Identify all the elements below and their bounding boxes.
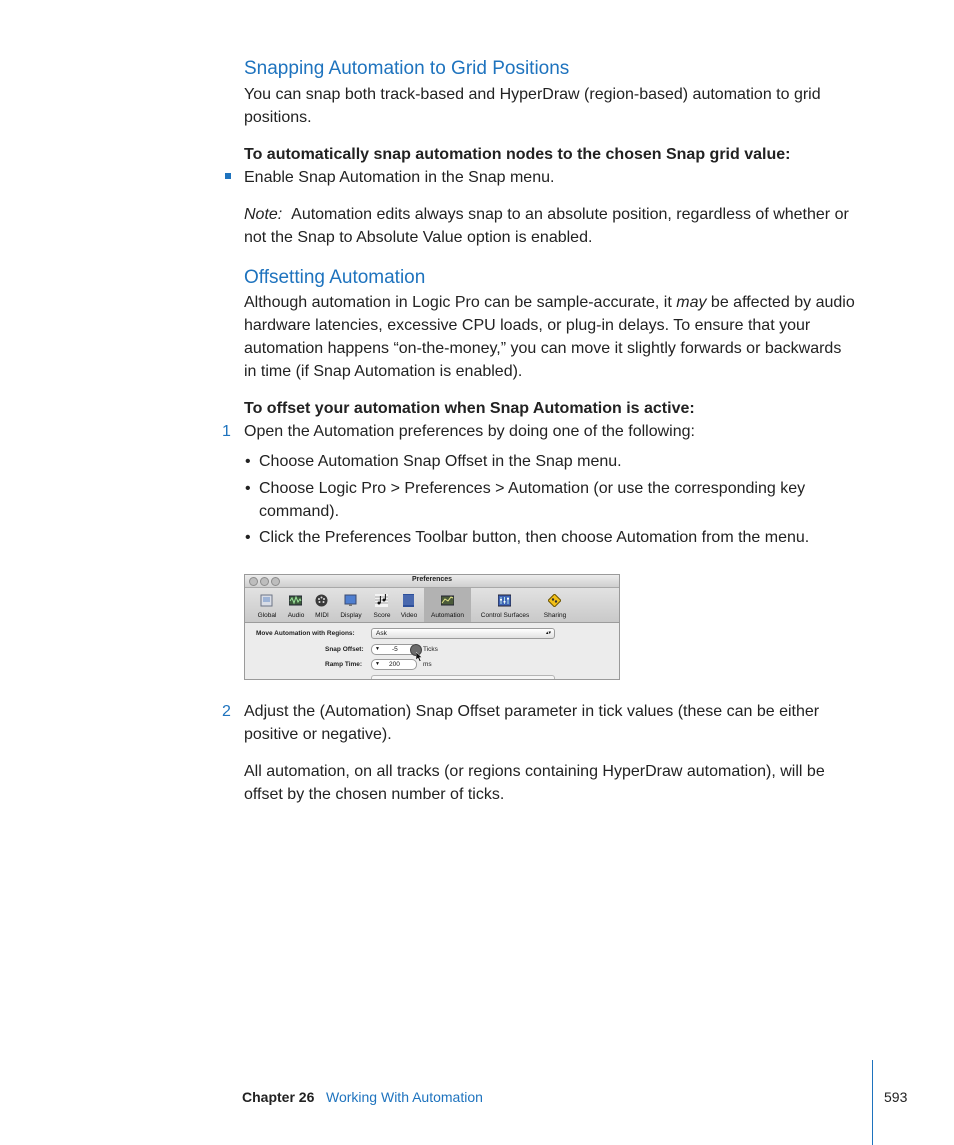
step-number: 2 — [222, 703, 231, 720]
snap-offset-unit: Ticks — [423, 646, 438, 653]
score-icon — [375, 594, 388, 607]
arrow-down-icon[interactable]: ▼ — [375, 646, 380, 652]
display-icon — [344, 594, 357, 607]
task-heading: To offset your automation when Snap Automation is active: — [244, 400, 695, 417]
paragraph-line: automation happens “on-the-money,” you can move it slightly forwards or backwards — [244, 340, 842, 357]
toolbar-label: Video — [400, 612, 418, 619]
midi-icon — [315, 594, 328, 607]
preferences-window — [244, 574, 620, 680]
task-heading: To automatically snap automation nodes to the chosen Snap grid value: — [244, 146, 791, 163]
paragraph-line: in time (if Snap Automation is enabled). — [244, 363, 523, 380]
ramp-time-value: 200 — [389, 661, 400, 668]
section-heading-snapping: Snapping Automation to Grid Positions — [244, 58, 570, 79]
move-automation-popup[interactable] — [371, 628, 555, 639]
paragraph-line: You can snap both track-based and HyperDraw (region-based) automation to grid — [244, 86, 821, 103]
snap-offset-value: -5 — [392, 646, 398, 653]
toolbar-label: MIDI — [315, 612, 329, 619]
tab-audio[interactable] — [283, 588, 309, 622]
text-span: Although automation in Logic Pro can be sample-accurate, it — [244, 294, 677, 311]
note-text: Automation edits always snap to an absolute position, regardless of whether or — [291, 206, 849, 223]
audio-icon — [289, 594, 302, 607]
step-text: Enable Snap Automation in the Snap menu. — [244, 169, 555, 186]
footer-chapter-title: Working With Automation — [326, 1089, 483, 1105]
footer-chapter: Chapter 26 — [242, 1089, 315, 1105]
snap-offset-label: Snap Offset: — [325, 646, 364, 653]
automation-icon — [441, 594, 454, 607]
paragraph-line: hardware latencies, excessive CPU loads, or plug-in delays. To ensure that your — [244, 317, 811, 334]
toolbar-label: Score — [373, 612, 391, 619]
automation-pane — [245, 623, 619, 679]
bullet-text: Click the Preferences Toolbar button, then choose Automation from the menu. — [259, 529, 810, 546]
tab-video[interactable] — [397, 588, 421, 622]
toolbar-label: Display — [340, 612, 362, 619]
tab-score[interactable] — [369, 588, 395, 622]
toolbar-label: Global — [257, 612, 277, 619]
bullet-dot: • — [245, 480, 251, 497]
note-line: not the Snap to Absolute Value option is enabled. — [244, 229, 593, 246]
bullet-text: Choose Logic Pro > Preferences > Automation (or use the corresponding key — [259, 480, 806, 497]
bullet-dot: • — [245, 453, 251, 470]
paragraph-line: All automation, on all tracks (or regions containing HyperDraw automation), will be — [244, 763, 825, 780]
popup-value: Ask — [376, 630, 387, 637]
tab-control-surfaces[interactable] — [474, 588, 536, 622]
toolbar-label: Control Surfaces — [480, 612, 530, 619]
paragraph-line: offset by the chosen number of ticks. — [244, 786, 505, 803]
step-number: 1 — [222, 423, 231, 440]
square-bullet-icon — [225, 173, 231, 179]
bullet-dot: • — [245, 529, 251, 546]
video-icon — [402, 594, 415, 607]
toolbar-label: Audio — [287, 612, 305, 619]
partial-control — [371, 675, 555, 680]
note-line — [244, 203, 849, 226]
tab-midi[interactable] — [311, 588, 333, 622]
window-title: Preferences — [411, 576, 453, 583]
ramp-time-stepper[interactable] — [371, 659, 417, 670]
paragraph-line: positions. — [244, 109, 312, 126]
footer-divider — [872, 1060, 873, 1145]
tab-sharing[interactable] — [539, 588, 571, 622]
ramp-time-unit: ms — [423, 661, 432, 668]
page-number: 593 — [884, 1089, 908, 1105]
toolbar-label: Automation — [431, 612, 464, 619]
step-text: Adjust the (Automation) Snap Offset parameter in tick values (these can be either — [244, 703, 820, 720]
sharing-icon — [548, 594, 561, 607]
preferences-toolbar — [245, 588, 619, 623]
section-heading-offsetting: Offsetting Automation — [244, 267, 426, 288]
ramp-time-label: Ramp Time: — [325, 661, 363, 668]
paragraph-line — [244, 291, 855, 314]
emphasis: may — [676, 294, 707, 311]
mouse-pointer-icon — [416, 652, 423, 662]
global-icon — [260, 594, 273, 607]
bullet-text: Choose Automation Snap Offset in the Snap menu. — [259, 453, 622, 470]
step-text: positive or negative). — [244, 726, 392, 743]
chevron-updown-icon: ▴▾ — [545, 630, 551, 636]
text-span: be affected by audio — [706, 294, 855, 311]
step-text: Open the Automation preferences by doing one of the following: — [244, 423, 695, 440]
note-label: Note: — [244, 206, 283, 223]
toolbar-label: Sharing — [543, 612, 567, 619]
tab-display[interactable] — [335, 588, 367, 622]
arrow-down-icon[interactable]: ▼ — [375, 661, 380, 667]
tab-global[interactable] — [253, 588, 281, 622]
bullet-text: command). — [259, 503, 340, 520]
move-automation-label: Move Automation with Regions: — [256, 630, 355, 637]
control-surfaces-icon — [498, 594, 511, 607]
tab-automation[interactable] — [424, 588, 471, 622]
window-titlebar — [245, 575, 619, 588]
